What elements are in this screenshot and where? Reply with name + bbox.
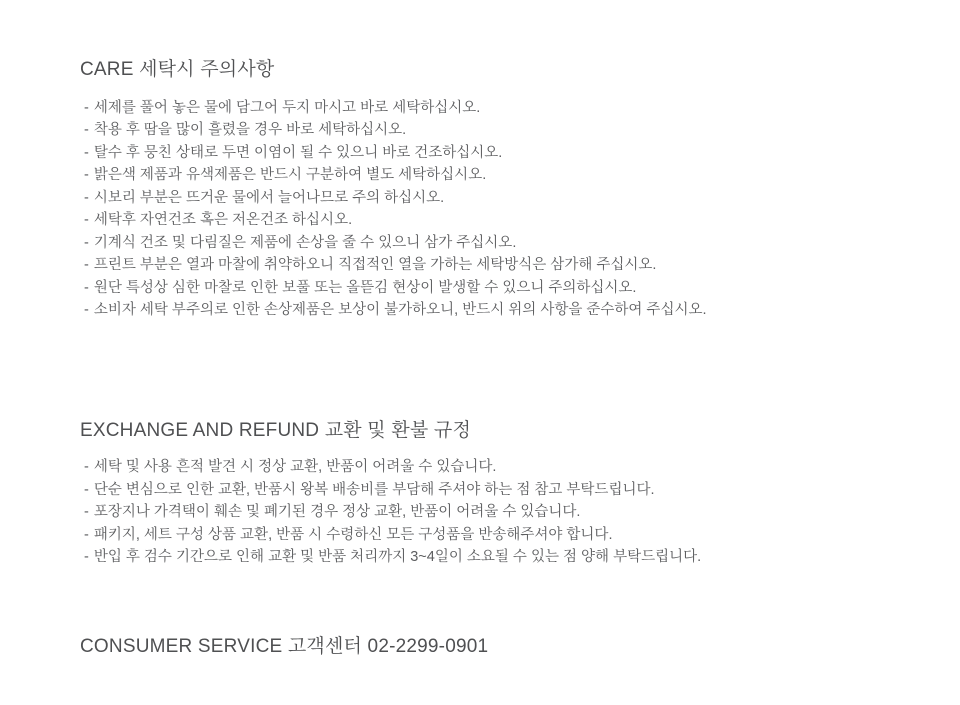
bullet-dash: -	[84, 167, 89, 184]
list-item	[80, 277, 960, 300]
list-item-text: 단순 변심으로 인한 교환, 반품시 왕복 배송비를 부담해 주셔야 하는 점 참고 부탁드립니다.	[93, 481, 655, 498]
list-item-text: 시보리 부분은 뜨거운 물에서 늘어나므로 주의 하십시오.	[93, 189, 445, 206]
list-item-text: 세탁후 자연건조 혹은 저온건조 하십시오.	[93, 212, 353, 229]
list-item	[80, 142, 960, 165]
list-item	[80, 456, 960, 479]
bullet-dash: -	[84, 481, 89, 498]
bullet-dash: -	[84, 189, 89, 206]
bullet-dash: -	[84, 99, 89, 116]
list-item-text: 기계식 건조 및 다림질은 제품에 손상을 줄 수 있으니 삼가 주십시오.	[93, 234, 517, 251]
care-heading: CARE 세탁시 주의사항	[80, 59, 275, 80]
bullet-dash: -	[84, 459, 89, 476]
bullet-dash: -	[84, 302, 89, 319]
consumer-service-heading: CONSUMER SERVICE 고객센터 02-2299-0901	[80, 635, 489, 657]
exchange-item-list	[80, 456, 960, 569]
bullet-dash: -	[84, 234, 89, 251]
list-item	[80, 479, 960, 502]
list-item	[80, 164, 960, 187]
list-item	[80, 119, 960, 142]
bullet-dash: -	[84, 549, 89, 566]
list-item	[80, 501, 960, 524]
bullet-dash: -	[84, 257, 89, 274]
list-item-text: 소비자 세탁 부주의로 인한 손상제품은 보상이 불가하오니, 반드시 위의 사항을 준수하여 주십시오.	[93, 302, 707, 319]
list-item	[80, 524, 960, 547]
list-item	[80, 187, 960, 210]
list-item	[80, 209, 960, 232]
list-item-text: 포장지나 가격택이 훼손 및 폐기된 경우 정상 교환, 반품이 어려울 수 있습니다.	[93, 504, 581, 521]
list-item-text: 착용 후 땀을 많이 흘렸을 경우 바로 세탁하십시오.	[93, 122, 407, 139]
bullet-dash: -	[84, 144, 89, 161]
list-item	[80, 299, 960, 322]
exchange-refund-section	[0, 419, 960, 569]
bullet-dash: -	[84, 212, 89, 229]
list-item-text: 원단 특성상 심한 마찰로 인한 보풀 또는 올뜯김 현상이 발생할 수 있으니 주의하십시오.	[93, 279, 637, 296]
exchange-heading: EXCHANGE AND REFUND 교환 및 환불 규정	[80, 419, 472, 441]
list-item-text: 반입 후 검수 기간으로 인해 교환 및 반품 처리까지 3~4일이 소요될 수 있는 점 양해 부탁드립니다.	[93, 549, 702, 566]
list-item-text: 탈수 후 뭉친 상태로 두면 이염이 될 수 있으니 바로 건조하십시오.	[93, 144, 503, 161]
care-section	[0, 58, 960, 322]
list-item	[80, 254, 960, 277]
list-item	[80, 546, 960, 569]
list-item-text: 프린트 부분은 열과 마찰에 취약하오니 직접적인 열을 가하는 세탁방식은 삼가해 주십시오.	[93, 257, 657, 274]
care-item-list	[80, 97, 960, 322]
bullet-dash: -	[84, 279, 89, 296]
list-item-text: 세탁 및 사용 흔적 발견 시 정상 교환, 반품이 어려울 수 있습니다.	[93, 459, 497, 476]
bullet-dash: -	[84, 526, 89, 543]
bullet-dash: -	[84, 122, 89, 139]
bullet-dash: -	[84, 504, 89, 521]
list-item	[80, 97, 960, 120]
list-item-text: 패키지, 세트 구성 상품 교환, 반품 시 수령하신 모든 구성품을 반송해주셔야 합니다.	[93, 526, 613, 543]
list-item-text: 밝은색 제품과 유색제품은 반드시 구분하여 별도 세탁하십시오.	[93, 167, 487, 184]
consumer-service-section	[0, 635, 960, 660]
list-item-text: 세제를 풀어 놓은 물에 담그어 두지 마시고 바로 세탁하십시오.	[93, 99, 481, 116]
list-item	[80, 232, 960, 255]
